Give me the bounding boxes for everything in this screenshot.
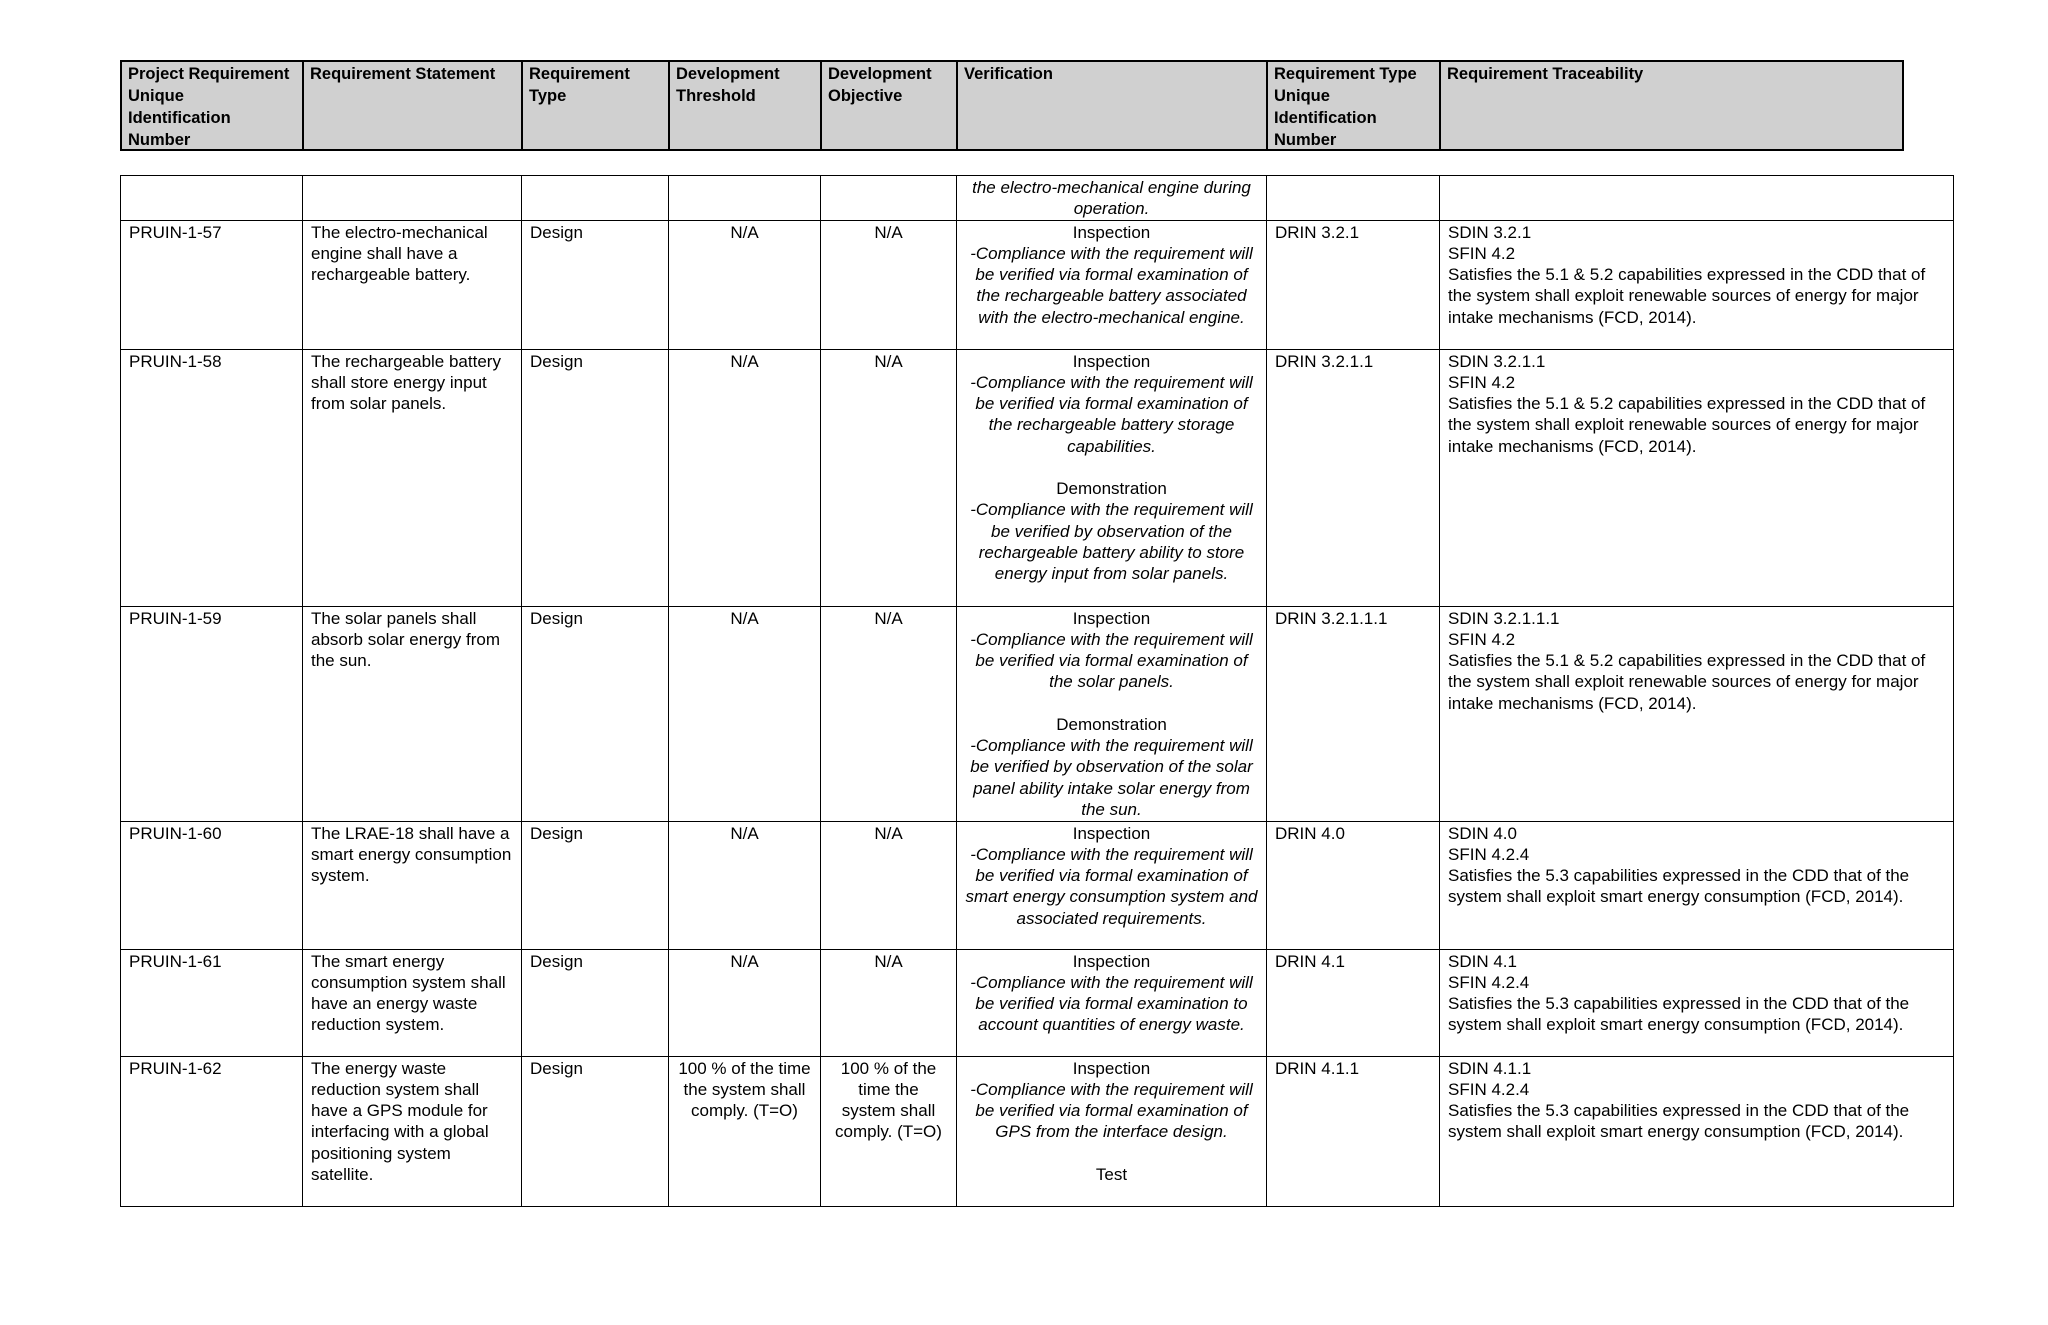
cell-traceability [1440, 1056, 1954, 1206]
verification-description: -Compliance with the requirement will be verified via formal examination of GPS from the interface design. [970, 1079, 1253, 1142]
cell-statement: The rechargeable battery shall store energy input from solar panels. [303, 349, 522, 606]
header-line: Development [828, 65, 932, 83]
cell-objective: N/A [821, 821, 957, 949]
cell-id: PRUIN-1-62 [121, 1056, 303, 1206]
cell-id: PRUIN-1-61 [121, 949, 303, 1056]
cell-type: Design [522, 1056, 669, 1206]
cell-statement: The electro-mechanical engine shall have a rechargeable battery. [303, 220, 522, 349]
cell-statement [303, 176, 522, 221]
header-development-objective [822, 62, 958, 149]
trace-sfin: SFIN 4.2 [1448, 243, 1516, 263]
cell-statement: The solar panels shall absorb solar energy from the sun. [303, 606, 522, 821]
cell-traceability [1440, 349, 1954, 606]
header-line: Requirement Statement [310, 65, 496, 83]
header-line: Objective [828, 87, 903, 105]
cell-threshold: N/A [669, 821, 821, 949]
cell-type-id: DRIN 4.0 [1267, 821, 1440, 949]
table-header [120, 60, 1904, 151]
cell-traceability [1440, 606, 1954, 821]
cell-type [522, 176, 669, 221]
header-line: Unique [128, 87, 184, 105]
trace-sdin: SDIN 4.1 [1448, 951, 1517, 971]
table-row [121, 949, 1954, 1056]
cell-objective: N/A [821, 949, 957, 1056]
cell-verification [957, 821, 1267, 949]
header-line: Number [1274, 131, 1337, 149]
header-requirement-type-id [1268, 62, 1441, 149]
cell-type-id: DRIN 4.1.1 [1267, 1056, 1440, 1206]
header-development-threshold [670, 62, 822, 149]
table-row [121, 821, 1954, 949]
cell-id [121, 176, 303, 221]
verification-method: Inspection [1072, 351, 1151, 371]
verification-description: -Compliance with the requirement will be verified by observation of the solar panel ability intake solar energy from the sun. [970, 736, 1253, 819]
header-requirement-traceability [1441, 62, 1901, 149]
verification-method: Inspection [1072, 608, 1151, 628]
cell-id: PRUIN-1-60 [121, 821, 303, 949]
verification-method: Demonstration [1056, 479, 1167, 499]
table-row [121, 349, 1954, 606]
header-line: Verification [964, 65, 1053, 83]
header-line: Development [676, 65, 780, 83]
cell-traceability [1440, 821, 1954, 949]
cell-traceability [1440, 220, 1954, 349]
cell-type-id [1267, 176, 1440, 221]
cell-threshold: N/A [669, 949, 821, 1056]
cell-traceability [1440, 176, 1954, 221]
trace-sfin: SFIN 4.2.4 [1448, 972, 1530, 992]
table-row-continuation [121, 176, 1954, 221]
table-row [121, 606, 1954, 821]
cell-type: Design [522, 220, 669, 349]
verification-description: -Compliance with the requirement will be verified via formal examination of the rechargeable battery associated with the electro-mechanical engine. [970, 243, 1253, 327]
verification-description: -Compliance with the requirement will be verified by observation of the rechargeable battery ability to store energy input from solar panels. [970, 500, 1253, 584]
table-row [121, 1056, 1954, 1206]
cell-type-id: DRIN 4.1 [1267, 949, 1440, 1056]
cell-id: PRUIN-1-57 [121, 220, 303, 349]
cell-traceability [1440, 949, 1954, 1056]
cell-objective: N/A [821, 220, 957, 349]
cell-threshold: N/A [669, 606, 821, 821]
verification-description: -Compliance with the requirement will be verified via formal examination of the rechargeable battery storage capabilities. [970, 372, 1253, 456]
verification-description: -Compliance with the requirement will be verified via formal examination of smart energy consumption system and associated requirements. [965, 844, 1258, 928]
verification-method: Inspection [1072, 222, 1151, 242]
trace-sdin: SDIN 3.2.1 [1448, 222, 1532, 242]
header-line: Identification [128, 109, 231, 127]
header-line: Identification [1274, 109, 1377, 127]
header-project-requirement-id [122, 62, 304, 149]
verification-method: Test [1095, 1164, 1128, 1184]
header-line: Requirement [529, 65, 630, 83]
cell-verification [957, 349, 1267, 606]
cell-type-id: DRIN 3.2.1.1.1 [1267, 606, 1440, 821]
trace-sfin: SFIN 4.2.4 [1448, 844, 1530, 864]
requirements-table [120, 175, 1954, 1207]
cell-verification [957, 606, 1267, 821]
cell-type-id: DRIN 3.2.1 [1267, 220, 1440, 349]
cell-type: Design [522, 821, 669, 949]
cell-type: Design [522, 349, 669, 606]
cell-objective: 100 % of the time the system shall comply. (T=O) [821, 1056, 957, 1206]
trace-sfin: SFIN 4.2.4 [1448, 1079, 1530, 1099]
trace-sdin: SDIN 4.1.1 [1448, 1058, 1532, 1078]
table-row [121, 220, 1954, 349]
trace-sfin: SFIN 4.2 [1448, 372, 1516, 392]
cell-threshold [669, 176, 821, 221]
trace-sdin: SDIN 4.0 [1448, 823, 1517, 843]
cell-type: Design [522, 606, 669, 821]
header-line: Threshold [676, 87, 756, 105]
cell-objective: N/A [821, 606, 957, 821]
cell-verification [957, 176, 1267, 221]
cell-id: PRUIN-1-59 [121, 606, 303, 821]
cell-statement: The energy waste reduction system shall have a GPS module for interfacing with a global positioning system satellite. [303, 1056, 522, 1206]
verification-description: the electro-mechanical engine during operation. [972, 178, 1251, 219]
cell-verification [957, 220, 1267, 349]
header-line: Number [128, 131, 191, 149]
header-line: Type [529, 87, 567, 105]
verification-description: -Compliance with the requirement will be verified via formal examination to account quantities of energy waste. [970, 972, 1253, 1035]
trace-sfin: SFIN 4.2 [1448, 629, 1516, 649]
verification-description: -Compliance with the requirement will be verified via formal examination of the solar panels. [970, 629, 1253, 692]
cell-objective: N/A [821, 349, 957, 606]
verification-method: Inspection [1072, 951, 1151, 971]
cell-statement: The smart energy consumption system shall have an energy waste reduction system. [303, 949, 522, 1056]
header-line: Project Requirement [128, 65, 290, 83]
verification-method: Demonstration [1056, 714, 1167, 734]
spacer [965, 693, 1258, 714]
cell-type: Design [522, 949, 669, 1056]
trace-description: Satisfies the 5.3 capabilities expressed in the CDD that of the system shall exploit smart energy consumption (FCD, 2014). [1448, 994, 1910, 1035]
cell-verification [957, 1056, 1267, 1206]
cell-threshold: N/A [669, 220, 821, 349]
cell-type-id: DRIN 3.2.1.1 [1267, 349, 1440, 606]
trace-description: Satisfies the 5.1 & 5.2 capabilities expressed in the CDD that of the system shall exploit renewable sources of energy for major intake mechanisms (FCD, 2014). [1448, 651, 1926, 713]
trace-description: Satisfies the 5.1 & 5.2 capabilities expressed in the CDD that of the system shall exploit renewable sources of energy for major intake mechanisms (FCD, 2014). [1448, 265, 1926, 327]
cell-threshold: N/A [669, 349, 821, 606]
header-line: Requirement Type [1274, 65, 1417, 83]
verification-method: Inspection [1072, 1058, 1151, 1078]
cell-verification [957, 949, 1267, 1056]
verification-method: Inspection [1072, 823, 1151, 843]
trace-description: Satisfies the 5.1 & 5.2 capabilities expressed in the CDD that of the system shall exploit renewable sources of energy for major intake mechanisms (FCD, 2014). [1448, 394, 1926, 456]
trace-sdin: SDIN 3.2.1.1 [1448, 351, 1546, 371]
header-requirement-statement [304, 62, 523, 149]
header-verification [958, 62, 1268, 149]
header-line: Requirement Traceability [1447, 65, 1644, 83]
header-requirement-type [523, 62, 670, 149]
trace-description: Satisfies the 5.3 capabilities expressed in the CDD that of the system shall exploit smart energy consumption (FCD, 2014). [1448, 866, 1910, 907]
cell-threshold: 100 % of the time the system shall comply. (T=O) [669, 1056, 821, 1206]
cell-id: PRUIN-1-58 [121, 349, 303, 606]
trace-sdin: SDIN 3.2.1.1.1 [1448, 608, 1560, 628]
trace-description: Satisfies the 5.3 capabilities expressed in the CDD that of the system shall exploit smart energy consumption (FCD, 2014). [1448, 1101, 1910, 1142]
cell-statement: The LRAE-18 shall have a smart energy consumption system. [303, 821, 522, 949]
cell-objective [821, 176, 957, 221]
header-line: Unique [1274, 87, 1330, 105]
spacer [965, 1143, 1258, 1164]
spacer [965, 457, 1258, 478]
